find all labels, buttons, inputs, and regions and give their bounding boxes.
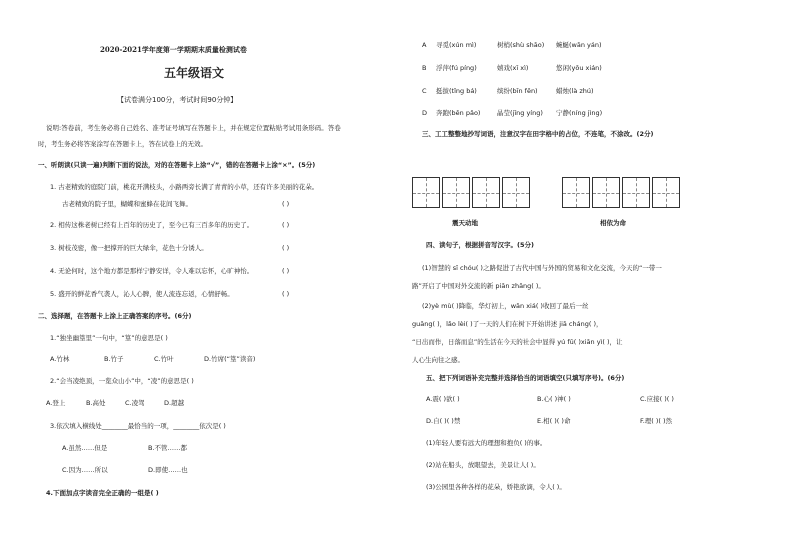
s2-q1-opt-c: C.竹叶	[154, 355, 174, 363]
tianzige-cell[interactable]	[502, 177, 530, 208]
opt-b-word-1: 浮萍(fú píng)	[436, 64, 477, 72]
s2-q3-opt-a: A.虽然……但是	[62, 444, 108, 452]
s4-p2-line-3: “日出而作，日落而息”的生活在今天的社会中显得 yú fū( )xiān yì( )，让	[412, 338, 623, 346]
opt-a-word-3: 蜿蜒(wān yán)	[556, 41, 602, 49]
s2-q4: 4.下面加点字读音完全正确的一组是( )	[46, 489, 159, 497]
copy-word-2: 相依为命	[600, 219, 626, 227]
s2-q3-opt-d: D.即使……也	[148, 466, 188, 474]
s1-item-2-paren: ( )	[282, 221, 290, 229]
s1-item-3-paren: ( )	[282, 244, 290, 252]
s4-p2-line-1: (2)yè mù( )降临，华灯初上，wān xiá( )收回了最后一丝	[422, 302, 589, 310]
opt-b-word-2: 嬉戏(xī xì)	[497, 64, 529, 72]
s2-q2-opt-d: D.超越	[164, 399, 185, 407]
fill-a: A.震( )欲( )	[426, 395, 460, 403]
opt-c-word-1: 挺拔(tǐng bá)	[436, 87, 477, 95]
s5-sentence-1: (1)年轻人要有远大的理想和抱负( )的事。	[426, 439, 547, 447]
s2-q2-opt-a: A.登上	[46, 399, 66, 407]
opt-d-word-1: 奔跑(bēn pǎo)	[436, 109, 481, 117]
subject-title: 五年级语文	[164, 66, 225, 80]
s2-q2: 2.“会当凌绝顶，一览众山小”中，“凌”的意思是( )	[50, 377, 194, 385]
s4-p2-line-2: guāng( )，lǎo lèi( )了一天的人们在树下开始讲述 jiā cháng( )，	[412, 320, 603, 328]
s1-item-2: 2. 相传这株老树已经有上百年的历史了，至今已有三百多年的历史了。	[50, 221, 254, 229]
exam-subtitle: 【试卷满分100分，考试时间90分钟】	[117, 96, 238, 104]
s1-item-1-cont: 古老精致的院子里，蝴蝶和蜜蜂在花间飞舞。	[62, 200, 192, 208]
opt-a-word-2: 树梢(shù shāo)	[497, 41, 545, 49]
opt-d-word-3: 宁静(níng jìng)	[556, 109, 603, 117]
instructions-line-2: 时，考生务必将答案涂写在答题卡上，答在试卷上的无效。	[38, 140, 207, 148]
tianzige-group-2	[562, 177, 682, 208]
opt-b-letter: B	[422, 64, 427, 72]
tianzige-cell[interactable]	[412, 177, 440, 208]
s4-p2-line-4: 人心生向往之感。	[412, 356, 464, 364]
s2-q3-opt-c: C.因为……所以	[62, 466, 108, 474]
fill-d: D.自( )( )禁	[426, 417, 461, 425]
section4-title: 四、读句子，根据拼音写汉字。(5分)	[426, 241, 534, 249]
s2-q3-opt-b: B.不管……都	[148, 444, 188, 452]
opt-b-word-3: 悠闲(yōu xián)	[556, 64, 602, 72]
fill-b: B.心( )神( )	[537, 395, 571, 403]
instructions-line-1: 说明:答卷前，考生务必将自己姓名、准考证号填写在答题卡上，并在规定位置粘贴考试用条形码。答卷	[46, 124, 341, 132]
section5-title: 五、把下列词语补充完整并选择恰当的词语填空(只填写序号)。(6分)	[426, 374, 625, 382]
s5-sentence-3: (3)公园里各种各样的花朵，娇艳欲滴，令人( )。	[426, 483, 566, 491]
opt-c-letter: C	[422, 87, 427, 95]
opt-d-letter: D	[422, 109, 428, 117]
s2-q1-opt-a: A.竹林	[50, 355, 70, 363]
tianzige-cell[interactable]	[652, 177, 680, 208]
s2-q2-opt-b: B.高处	[86, 399, 106, 407]
s5-sentence-2: (2)站在船头，放眼望去，美景让人( )。	[426, 461, 540, 469]
s1-item-4: 4. 无论何时，这个地方都是那样宁静安详，令人难以忘怀，心旷神怡。	[50, 267, 254, 275]
section2-title: 二、选择题，在答题卡上涂上正确答案的序号。(6分)	[38, 312, 192, 320]
fill-f: F.理( )( )然	[640, 417, 673, 425]
exam-title: 2020-2021学年度第一学期期末质量检测试卷	[100, 45, 247, 54]
tianzige-cell[interactable]	[622, 177, 650, 208]
s1-item-5: 5. 盛开的鲜花香气袭人，沁人心脾，使人流连忘返，心情舒畅。	[50, 290, 234, 298]
s1-item-3: 3. 树枝茂密，像一把撑开的巨大绿伞，花色十分诱人。	[50, 244, 208, 252]
copy-word-1: 震天动地	[452, 219, 478, 227]
s1-item-1: 1. 古老精致的庭院门前，桃花开满枝头，小路两旁长满了青青的小草，还有许多美丽的花朵。	[50, 183, 319, 191]
opt-a-word-1: 寻觅(xún mì)	[436, 41, 477, 49]
s4-p1-line-1: (1)智慧的 sī chóu( )之路促进了古代中国与外国的贸易和文化交流，今天的“一带一	[422, 264, 662, 272]
opt-c-word-2: 缤纷(bīn fēn)	[497, 87, 538, 95]
s1-item-5-paren: ( )	[282, 290, 290, 298]
s1-item-4-paren: ( )	[282, 267, 290, 275]
tianzige-cell[interactable]	[592, 177, 620, 208]
section3-title: 三、工工整整地抄写词语，注意汉字在田字格中的占位，不连笔，不涂改。(2分)	[422, 130, 654, 138]
fill-c: C.应接( )( )	[640, 395, 674, 403]
section1-title: 一、听朗读(只读一遍)判断下面的说法，对的在答题卡上涂“√”，错的在答题卡上涂“×”。(5分)	[38, 161, 316, 169]
s2-q1: 1.“独坐幽篁里”一句中，“篁”的意思是( )	[50, 334, 168, 342]
s1-item-1-paren: ( )	[282, 200, 290, 208]
tianzige-cell[interactable]	[562, 177, 590, 208]
s2-q1-opt-d: D.竹席(“篁”读音)	[204, 355, 256, 363]
opt-a-letter: A	[422, 41, 427, 49]
s2-q1-opt-b: B.竹子	[104, 355, 124, 363]
tianzige-cell[interactable]	[442, 177, 470, 208]
s4-p1-line-2: 路”开启了中国对外交流的新 piān zhāng( )。	[412, 282, 545, 290]
opt-d-word-2: 晶莹(jīng yíng)	[497, 109, 543, 117]
opt-c-word-3: 蜡烛(là zhú)	[556, 87, 594, 95]
tianzige-group-1	[412, 177, 532, 208]
tianzige-cell[interactable]	[472, 177, 500, 208]
s2-q2-opt-c: C.凌驾	[125, 399, 145, 407]
fill-e: E.相( )( )命	[537, 417, 571, 425]
s2-q3: 3.依次填入横线处________最恰当的一项，________依次是( )	[50, 422, 226, 430]
